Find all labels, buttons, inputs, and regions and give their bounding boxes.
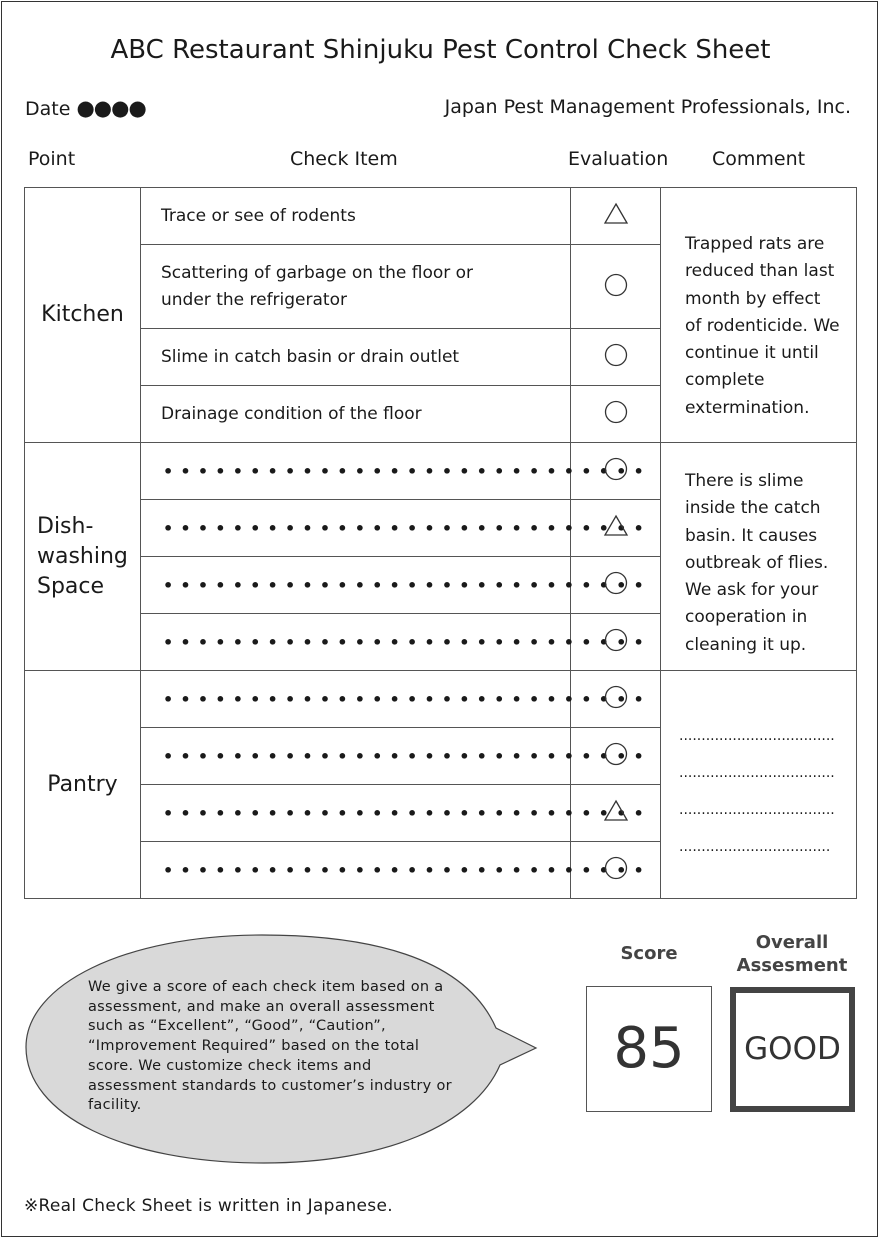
comment-pantry <box>661 671 857 899</box>
date-field <box>25 96 146 120</box>
comment-placeholder-line: ................................... <box>679 764 835 781</box>
point-line: Space <box>37 573 105 599</box>
triangle-icon <box>603 513 629 539</box>
comment-dishwashing: There is slime inside the catch basin. It causes outbreak of flies. We ask for your cooperation in cleaning it up. <box>661 443 857 671</box>
check-item: •••••••••••••••••••••••••••• <box>141 443 571 500</box>
overall-assessment-value: GOOD <box>730 987 855 1112</box>
header-comment: Comment <box>712 148 806 170</box>
date-value: ●●●● <box>76 96 146 120</box>
header-point: Point <box>28 148 76 170</box>
circle-icon <box>603 570 629 596</box>
triangle-icon <box>603 201 629 227</box>
table-row <box>25 443 857 500</box>
header-evaluation: Evaluation <box>568 148 669 170</box>
check-item: •••••••••••••••••••••••••••• <box>141 557 571 614</box>
point-dishwashing <box>25 443 141 671</box>
circle-icon <box>603 399 629 425</box>
comment-placeholder-line: .................................. <box>679 838 831 855</box>
header-check-item: Check Item <box>290 148 398 170</box>
score-label: Score <box>620 943 678 964</box>
check-item: •••••••••••••••••••••••••••• <box>141 614 571 671</box>
comment-placeholder-line: ................................... <box>679 727 835 744</box>
comment-kitchen: Trapped rats are reduced than last month by effect of rodenticide. We continue it until complete extermination. <box>661 188 857 443</box>
evaluation-cell <box>571 188 661 245</box>
footnote: ※Real Check Sheet is written in Japanese. <box>24 1196 393 1216</box>
page-title: ABC Restaurant Shinjuku Pest Control Check Sheet <box>110 35 771 65</box>
circle-icon <box>603 855 629 881</box>
point-line: washing <box>37 543 128 569</box>
score-value: 85 <box>586 986 712 1112</box>
circle-icon <box>603 272 629 298</box>
check-item: Scattering of garbage on the floor or under the refrigerator <box>141 245 571 329</box>
check-item: •••••••••••••••••••••••••••• <box>141 842 571 899</box>
circle-icon <box>603 627 629 653</box>
check-item: •••••••••••••••••••••••••••• <box>141 728 571 785</box>
table-row <box>25 188 857 245</box>
circle-icon <box>603 342 629 368</box>
check-table <box>24 187 857 899</box>
check-item: Slime in catch basin or drain outlet <box>141 329 571 386</box>
evaluation-cell <box>571 386 661 443</box>
overall-label: Overall Assesment <box>736 932 848 976</box>
company-name: Japan Pest Management Professionals, Inc. <box>444 96 851 118</box>
triangle-icon <box>603 798 629 824</box>
check-item: •••••••••••••••••••••••••••• <box>141 785 571 842</box>
check-item: •••••••••••••••••••••••••••• <box>141 500 571 557</box>
comment-placeholder-line: ................................... <box>679 801 835 818</box>
evaluation-cell <box>571 329 661 386</box>
check-item: •••••••••••••••••••••••••••• <box>141 671 571 728</box>
evaluation-cell <box>571 245 661 329</box>
point-line: Dish- <box>37 513 94 539</box>
circle-icon <box>603 741 629 767</box>
date-label: Date <box>25 98 71 120</box>
bubble-text: We give a score of each check item based on a assessment, and make an overall assessment such as “Excellent”, “Good”, “Caution”, “Improvement Required” based on the total score. We customize check items and assessment standards to customer’s industry or facility. <box>88 979 452 1114</box>
circle-icon <box>603 684 629 710</box>
point-kitchen: Kitchen <box>25 188 141 443</box>
check-item: Trace or see of rodents <box>141 188 571 245</box>
table-row <box>25 671 857 728</box>
check-item: Drainage condition of the floor <box>141 386 571 443</box>
circle-icon <box>603 456 629 482</box>
point-pantry: Pantry <box>25 671 141 899</box>
